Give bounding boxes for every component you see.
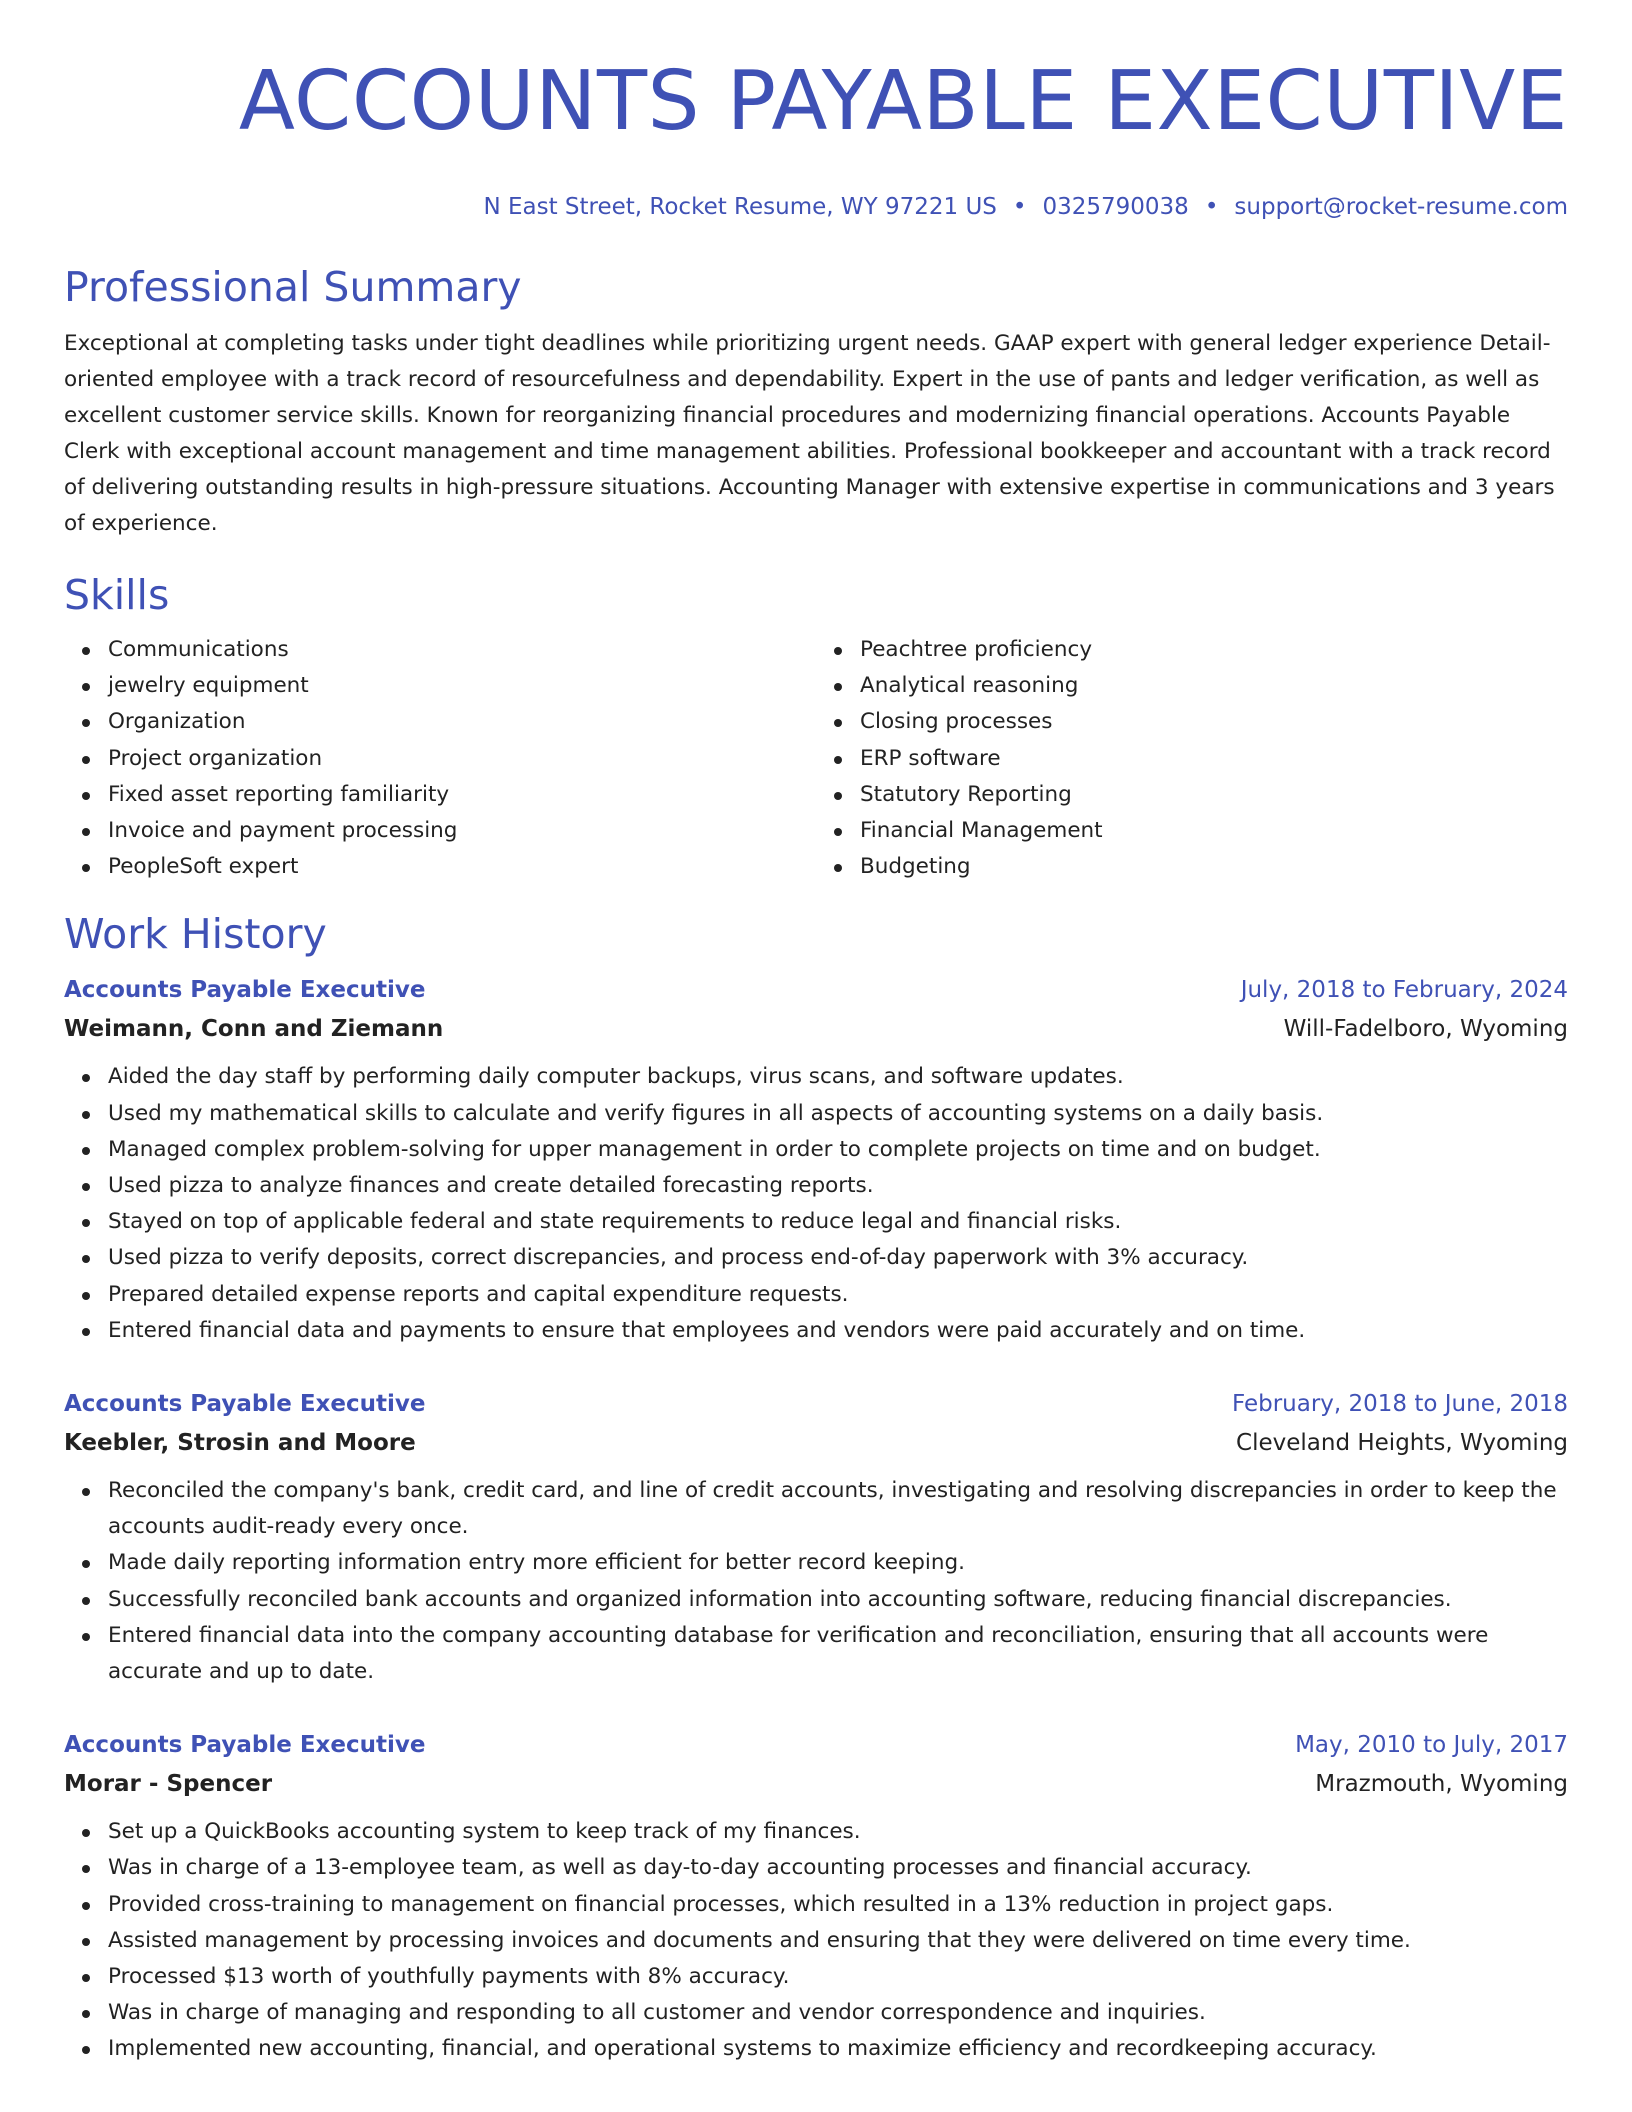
skill-item: Budgeting xyxy=(860,849,1568,885)
job-bullet: Successfully reconciled bank accounts and organized information into accounting software, reducing financial discrepancies. xyxy=(108,1582,1568,1618)
job-company-row xyxy=(64,1764,1568,1804)
job-bullet: Prepared detailed expense reports and capital expenditure requests. xyxy=(108,1277,1568,1313)
job-bullet: Implemented new accounting, financial, and operational systems to maximize efficiency and recordkeeping accuracy. xyxy=(108,2031,1568,2067)
job-bullets xyxy=(64,1059,1568,1349)
contact-line xyxy=(64,192,1568,222)
skills-list-right xyxy=(816,632,1568,885)
resume-name: ACCOUNTS PAYABLE EXECUTIVE xyxy=(238,54,1568,149)
job-location: Cleveland Heights, Wyoming xyxy=(1236,1430,1568,1457)
job-title: Accounts Payable Executive xyxy=(64,1732,426,1759)
job-header-row xyxy=(64,971,1568,1009)
contact-email[interactable]: support@rocket-resume.com xyxy=(1234,194,1568,220)
job-title: Accounts Payable Executive xyxy=(64,977,426,1004)
job-bullet: Aided the day staff by performing daily computer backups, virus scans, and software updates. xyxy=(108,1059,1568,1095)
job-location: Will-Fadelboro, Wyoming xyxy=(1283,1016,1568,1043)
job-bullet: Reconciled the company's bank, credit card, and line of credit accounts, investigating and resolving discrepancies in order to keep the accounts audit-ready every once. xyxy=(108,1473,1568,1545)
job-bullet: Was in charge of a 13-employee team, as well as day-to-day accounting processes and financial accuracy. xyxy=(108,1850,1568,1886)
skills-columns xyxy=(64,632,1568,885)
job-bullet: Managed complex problem-solving for upper management in order to complete projects on time and on budget. xyxy=(108,1132,1568,1168)
job-bullet: Entered financial data and payments to ensure that employees and vendors were paid accurately and on time. xyxy=(108,1313,1568,1349)
skill-item: Fixed asset reporting familiarity xyxy=(108,777,816,813)
skills-list-left xyxy=(64,632,816,885)
job-bullet: Set up a QuickBooks accounting system to keep track of my finances. xyxy=(108,1814,1568,1850)
job-header-row xyxy=(64,1385,1568,1423)
job-bullet: Processed $13 worth of youthfully payments with 8% accuracy. xyxy=(108,1959,1568,1995)
job-company-row xyxy=(64,1009,1568,1049)
skill-item: Communications xyxy=(108,632,816,668)
job-bullet: Made daily reporting information entry more efficient for better record keeping. xyxy=(108,1545,1568,1581)
job-bullet: Entered financial data into the company accounting database for verification and reconciliation, ensuring that all accounts were accurate and up to date. xyxy=(108,1618,1568,1690)
skill-item: Financial Management xyxy=(860,813,1568,849)
job-bullet: Provided cross-training to management on financial processes, which resulted in a 13% reduction in project gaps. xyxy=(108,1887,1568,1923)
job-bullet: Assisted management by processing invoices and documents and ensuring that they were delivered on time every time. xyxy=(108,1923,1568,1959)
job-dates: February, 2018 to June, 2018 xyxy=(1231,1391,1568,1418)
job-bullet: Stayed on top of applicable federal and state requirements to reduce legal and financial risks. xyxy=(108,1204,1568,1240)
contact-address: N East Street, Rocket Resume, WY 97221 US xyxy=(483,194,997,220)
job-bullets xyxy=(64,1473,1568,1690)
skill-item: Statutory Reporting xyxy=(860,777,1568,813)
skill-item: Analytical reasoning xyxy=(860,668,1568,704)
work-history-heading: Work History xyxy=(64,910,327,959)
job-dates: July, 2018 to February, 2024 xyxy=(1240,977,1568,1004)
skill-item: Closing processes xyxy=(860,704,1568,740)
job-bullets xyxy=(64,1814,1568,2067)
job-entry xyxy=(64,1385,1568,1690)
job-company-row xyxy=(64,1423,1568,1463)
job-bullet: Was in charge of managing and responding to all customer and vendor correspondence and inquiries. xyxy=(108,1995,1568,2031)
skill-item: Invoice and payment processing xyxy=(108,813,816,849)
job-entry xyxy=(64,1726,1568,2067)
contact-separator: • xyxy=(1204,194,1219,220)
job-dates: May, 2010 to July, 2017 xyxy=(1295,1732,1568,1759)
job-company: Morar - Spencer xyxy=(64,1771,273,1798)
skill-item: PeopleSoft expert xyxy=(108,849,816,885)
summary-heading: Professional Summary xyxy=(64,263,522,311)
contact-phone: 0325790038 xyxy=(1042,194,1189,220)
job-company: Weimann, Conn and Ziemann xyxy=(64,1016,444,1043)
skills-heading: Skills xyxy=(64,571,170,619)
skill-item: ERP software xyxy=(860,741,1568,777)
job-title: Accounts Payable Executive xyxy=(64,1391,426,1418)
job-location: Mrazmouth, Wyoming xyxy=(1315,1771,1568,1798)
job-company: Keebler, Strosin and Moore xyxy=(64,1430,416,1457)
job-bullet: Used pizza to analyze finances and create detailed forecasting reports. xyxy=(108,1168,1568,1204)
summary-text: Exceptional at completing tasks under tight deadlines while prioritizing urgent needs. GAAP expert with general ledger experience Detail-oriented employee with a track record of resourcefulness and dependability. Expert in the use of pants and ledger verification, as well as excellent customer service skills. Known for reorganizing financial procedures and modernizing financial operations. Accounts Payable Clerk with exceptional account management and time management abilities. Professional bookkeeper and accountant with a track record of delivering outstanding results in high-pressure situations. Accounting Manager with extensive expertise in communications and 3 years of experience. xyxy=(64,331,1555,536)
skill-item: jewelry equipment xyxy=(108,668,816,704)
contact-separator: • xyxy=(1012,194,1027,220)
job-bullet: Used my mathematical skills to calculate and verify figures in all aspects of accounting systems on a daily basis. xyxy=(108,1096,1568,1132)
job-entry xyxy=(64,971,1568,1349)
skill-item: Peachtree proficiency xyxy=(860,632,1568,668)
job-bullet: Used pizza to verify deposits, correct discrepancies, and process end-of-day paperwork with 3% accuracy. xyxy=(108,1240,1568,1276)
skill-item: Organization xyxy=(108,704,816,740)
job-header-row xyxy=(64,1726,1568,1764)
skill-item: Project organization xyxy=(108,741,816,777)
